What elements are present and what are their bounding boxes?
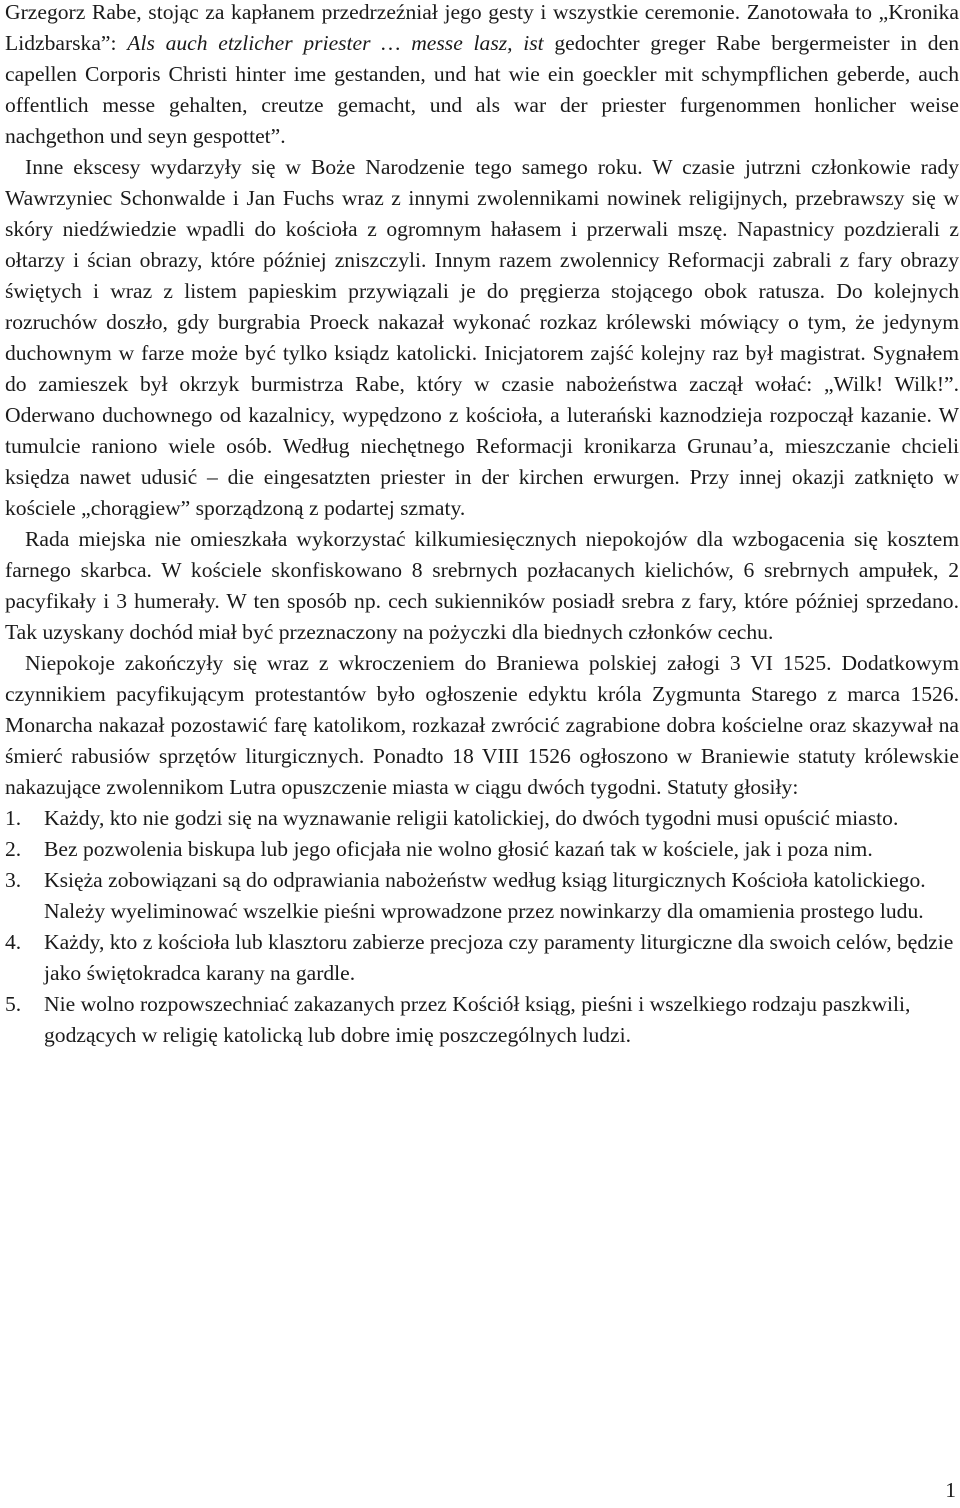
paragraph-kronika-intro: Grzegorz Rabe, stojąc za kapłanem przedrzeźniał jego gesty i wszystkie ceremonie. Zanotowała to „Kronika Lidzbarska”:	[5, 0, 959, 55]
statute-number: 1.	[5, 806, 22, 830]
paragraph-niepokoje: Niepokoje zakończyły się wraz z wkroczeniem do Braniewa polskiej załogi 3 VI 1525. Dodatkowym czynnikiem pacyfikującym protestantów było ogłoszenie edyktu króla Zygmunta Starego z marca 1526. Monarcha nakazał pozostawić farę katolikom, rozkazał zwrócić zagrabione dobra kościelne oraz skazywał na śmierć rabusiów sprzętów liturgicznych. Ponadto 18 VIII 1526 ogłoszono w Braniewie statuty królewskie nakazujące zwolennikom Lutra opuszczenie miasta w ciągu dwóch tygodni. Statuty głosiły:	[5, 651, 959, 799]
statute-text: Księża zobowiązani są do odprawiania nabożeństw według ksiąg liturgicznych Kościoła katolickiego. Należy wyeliminować wszelkie pieśni wprowadzone przez nowinkarzy dla omamienia prostego ludu.	[44, 868, 926, 923]
german-quote-italic: Als auch etzlicher priester … messe lasz, ist	[127, 31, 544, 55]
document-body	[5, 0, 959, 1051]
statute-number: 2.	[5, 837, 22, 861]
german-quote-continued: gedochter greger Rabe bergermeister in den capellen Corporis Christi hinter ime gestanden, und hat wie ein goeckler mit schympflichen geberde, auch offentlich messe gehalten, creutze gemacht, und als war der priester furgenommen honlicher weise nachgethon und seyn gespottet”.	[5, 31, 959, 148]
statute-item	[5, 989, 959, 1051]
statute-text: Bez pozwolenia biskupa lub jego oficjała nie wolno głosić kazań tak w kościele, jak i poza nim.	[44, 837, 873, 861]
statute-number: 5.	[5, 992, 22, 1016]
paragraph-rada-miejska: Rada miejska nie omieszkała wykorzystać kilkumiesięcznych niepokojów dla wzbogacenia się kosztem farnego skarbca. W kościele skonfiskowano 8 srebrnych pozłacanych kielichów, 6 srebrnych ampułek, 2 pacyfikały i 3 humerały. W ten sposób np. cech sukienników posiadł srebra z fary, które później sprzedano. Tak uzyskany dochód miał być przeznaczony na pożyczki dla biednych członków cechu.	[5, 527, 959, 644]
statute-item	[5, 803, 959, 834]
statute-item	[5, 834, 959, 865]
page-number: 1	[945, 1478, 956, 1502]
statute-text: Każdy, kto z kościoła lub klasztoru zabierze precjoza czy paramenty liturgiczne dla swoich celów, będzie jako świętokradca karany na gardle.	[44, 930, 954, 985]
statute-item	[5, 865, 959, 927]
statute-number: 4.	[5, 930, 22, 954]
statutes-list	[5, 803, 959, 1051]
paragraph-kronika	[5, 0, 959, 152]
statute-number: 3.	[5, 868, 22, 892]
statute-text: Każdy, kto nie godzi się na wyznawanie religii katolickiej, do dwóch tygodni musi opuścić miasto.	[44, 806, 899, 830]
statute-item	[5, 927, 959, 989]
paragraph-ekscesy: Inne ekscesy wydarzyły się w Boże Narodzenie tego samego roku. W czasie jutrzni członkowie rady Wawrzyniec Schonwalde i Jan Fuchs wraz z innymi zwolennikami nowinek religijnych, przebrawszy się w skóry niedźwiedzie wpadli do kościoła z ogromnym hałasem i przerwali mszę. Napastnicy pozdzierali z ołtarzy i ścian obrazy, które później zniszczyli. Innym razem zwolennicy Reformacji zabrali z fary obrazy świętych i wraz z listem papieskim przywiązali je do pręgierza stojącego obok ratusza. Do kolejnych rozruchów doszło, gdy burgrabia Proeck nakazał wykonać rozkaz królewski mówiący o tym, że jedynym duchownym w farze może być tylko ksiądz katolicki. Inicjatorem zajść kolejny raz był magistrat. Sygnałem do zamieszek był okrzyk burmistrza Rabe, który w czasie nabożeństwa zaczął wołać: „Wilk! Wilk!”. Oderwano duchownego od kazalnicy, wypędzono z kościoła, a luterański kaznodzieja rozpoczął kazanie. W tumulcie raniono wiele osób. Według niechętnego Reformacji kronikarza Grunau’a, mieszczanie chcieli księdza nawet udusić – die eingesatzten priester in der kirchen erwurgen. Przy innej okazji zatknięto w kościele „chorągiew” sporządzoną z podartej szmaty.	[5, 155, 959, 520]
statute-text: Nie wolno rozpowszechniać zakazanych przez Kościół ksiąg, pieśni i wszelkiego rodzaju paszkwili, godzących w religię katolicką lub dobre imię poszczególnych ludzi.	[44, 992, 911, 1047]
